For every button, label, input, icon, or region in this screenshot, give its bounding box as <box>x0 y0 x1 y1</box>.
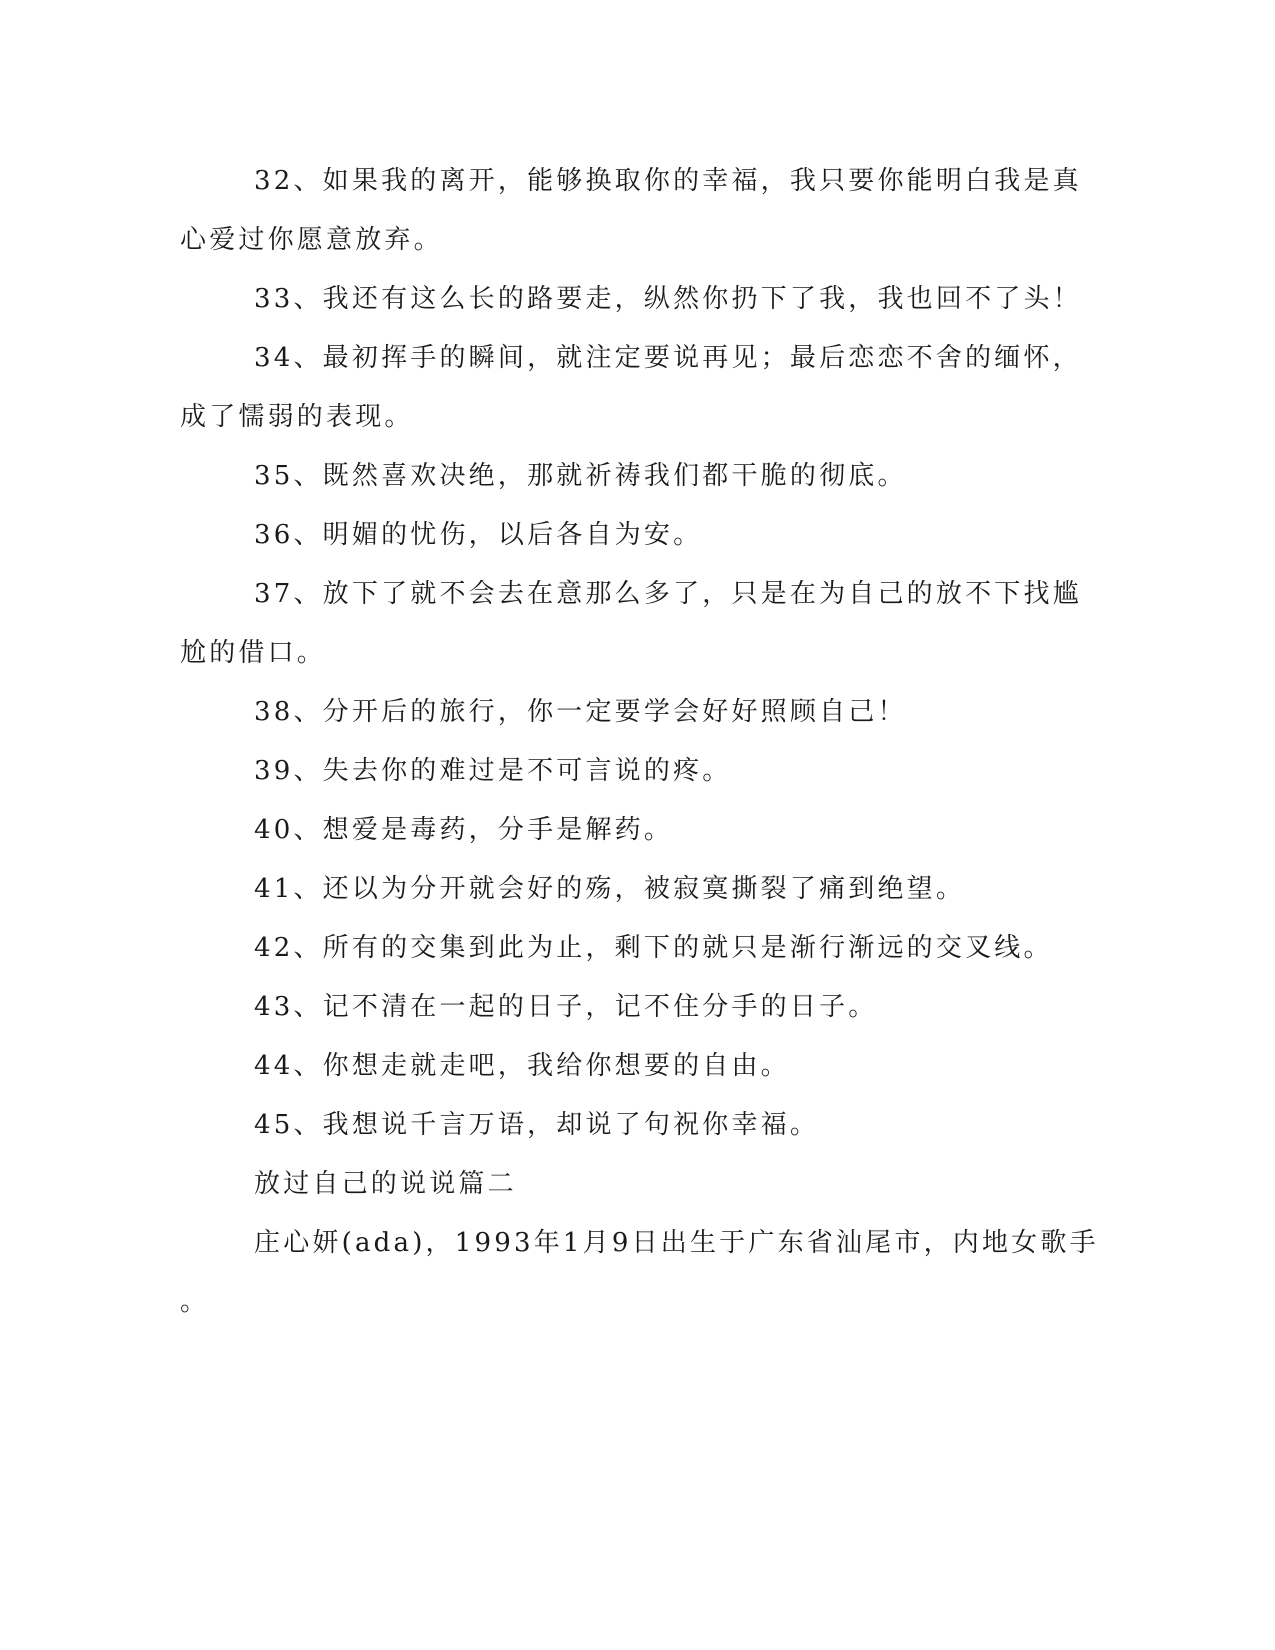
paragraph-37-cont <box>0 623 1275 683</box>
paragraph-line: 成了懦弱的表现。 <box>180 402 414 432</box>
paragraph-40 <box>0 800 1275 860</box>
paragraph-line: 32、如果我的离开，能够换取你的幸福，我只要你能明白我是真 <box>254 166 1082 196</box>
paragraph-32 <box>0 151 1275 211</box>
paragraph-45 <box>0 1095 1275 1155</box>
paragraph-line: 42、所有的交集到此为止，剩下的就只是渐行渐远的交叉线。 <box>254 933 1053 963</box>
paragraph-line: 41、还以为分开就会好的殇，被寂寞撕裂了痛到绝望。 <box>254 874 966 904</box>
paragraph-line: 36、明媚的忧伤，以后各自为安。 <box>254 520 703 550</box>
paragraph-line: 34、最初挥手的瞬间，就注定要说再见；最后恋恋不舍的缅怀， <box>254 343 1082 373</box>
paragraph-33 <box>0 269 1275 329</box>
paragraph-bio <box>0 1213 1275 1273</box>
paragraph-38 <box>0 682 1275 742</box>
paragraph-line: 43、记不清在一起的日子，记不住分手的日子。 <box>254 992 878 1022</box>
paragraph-line: 庄心妍(ada)，1993年1月9日出生于广东省汕尾市，内地女歌手 <box>254 1228 1099 1258</box>
paragraph-36 <box>0 505 1275 565</box>
paragraph-line: 37、放下了就不会去在意那么多了，只是在为自己的放不下找尴 <box>254 579 1082 609</box>
paragraph-bio-cont <box>0 1272 1275 1332</box>
paragraph-line: 45、我想说千言万语，却说了句祝你幸福。 <box>254 1110 820 1140</box>
paragraph-line: 38、分开后的旅行，你一定要学会好好照顾自己！ <box>254 697 907 727</box>
paragraph-43 <box>0 977 1275 1037</box>
paragraph-line: 33、我还有这么长的路要走，纵然你扔下了我，我也回不了头！ <box>254 284 1082 314</box>
section-heading-text: 放过自己的说说篇二 <box>254 1169 517 1199</box>
paragraph-34 <box>0 328 1275 388</box>
paragraph-42 <box>0 918 1275 978</box>
paragraph-line: 尬的借口。 <box>180 638 327 668</box>
paragraph-line: 。 <box>180 1287 210 1317</box>
paragraph-line: 心爱过你愿意放弃。 <box>180 225 443 255</box>
paragraph-39 <box>0 741 1275 801</box>
section-heading <box>0 1154 1275 1214</box>
paragraph-32-cont <box>0 210 1275 270</box>
paragraph-line: 35、既然喜欢决绝，那就祈祷我们都干脆的彻底。 <box>254 461 907 491</box>
paragraph-35 <box>0 446 1275 506</box>
paragraph-line: 44、你想走就走吧，我给你想要的自由。 <box>254 1051 790 1081</box>
paragraph-34-cont <box>0 387 1275 447</box>
paragraph-line: 39、失去你的难过是不可言说的疼。 <box>254 756 732 786</box>
paragraph-44 <box>0 1036 1275 1096</box>
paragraph-37 <box>0 564 1275 624</box>
paragraph-41 <box>0 859 1275 919</box>
paragraph-line: 40、想爱是毒药，分手是解药。 <box>254 815 674 845</box>
